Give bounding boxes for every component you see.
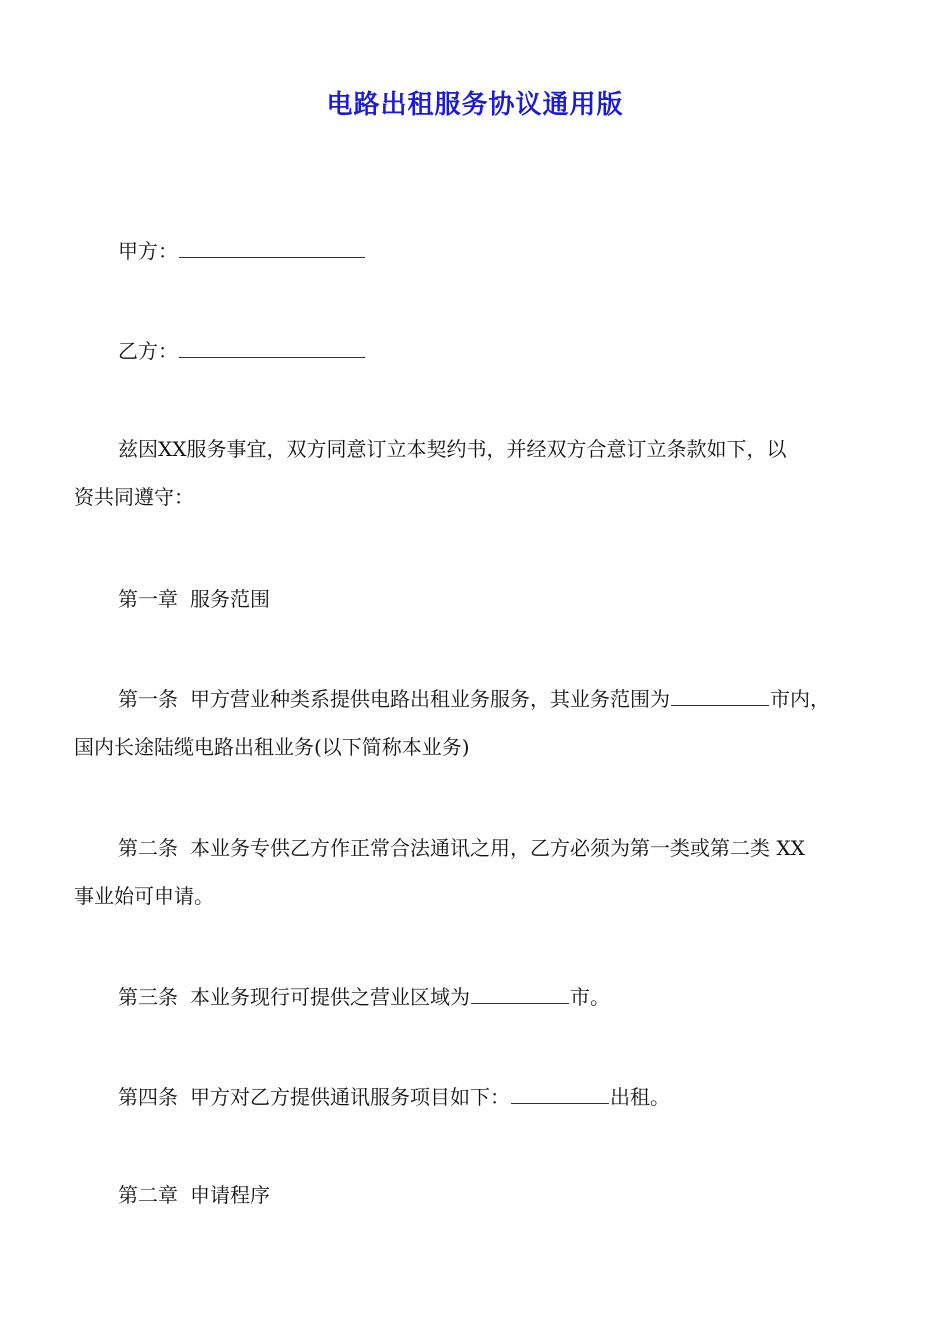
chapter-1-heading	[74, 575, 928, 623]
intro-line-1: 兹因XX服务事宜，双方同意订立本契约书，并经双方合意订立条款如下，以	[118, 437, 787, 461]
chapter-1-title: 服务范围	[190, 587, 270, 611]
article-4-blank[interactable]	[511, 1081, 609, 1104]
chapter-1-number: 第一章	[118, 587, 178, 611]
party-a-line	[74, 227, 928, 275]
article-4-text-a: 甲方对乙方提供通讯服务项目如下：	[190, 1085, 510, 1109]
article-3	[74, 973, 928, 1021]
article-2-text: 本业务专供乙方作正常合法通讯之用，乙方必须为第一类或第二类 XX	[190, 836, 805, 860]
article-1-number: 第一条	[118, 687, 178, 711]
party-a-blank[interactable]	[179, 235, 365, 258]
article-4-number: 第四条	[118, 1085, 178, 1109]
article-1-text-b: 市内，	[770, 687, 830, 711]
article-3-blank[interactable]	[471, 981, 569, 1004]
party-a-label: 甲方：	[118, 239, 178, 263]
article-1-line-2: 国内长途陆缆电路出租业务(以下简称本业务)	[74, 735, 470, 759]
chapter-2-number: 第二章	[118, 1183, 178, 1207]
article-2-line-1	[74, 824, 884, 872]
article-1-text-a: 甲方营业种类系提供电路出租业务服务，其业务范围为	[190, 687, 670, 711]
article-3-number: 第三条	[118, 985, 178, 1009]
article-3-text-b: 市。	[570, 985, 610, 1009]
article-2	[74, 824, 884, 920]
chapter-2-title: 申请程序	[190, 1183, 270, 1207]
article-4	[74, 1073, 928, 1121]
article-1-line-1	[74, 675, 884, 723]
article-3-text-a: 本业务现行可提供之营业区域为	[190, 985, 470, 1009]
intro-line-2: 资共同遵守：	[74, 485, 194, 509]
article-2-line-2: 事业始可申请。	[74, 884, 214, 908]
chapter-2-heading	[74, 1171, 928, 1219]
party-b-label: 乙方：	[118, 339, 178, 363]
article-1	[74, 675, 884, 771]
document-title: 电路出租服务协议通用版	[326, 90, 624, 120]
article-4-text-b: 出租。	[610, 1085, 670, 1109]
party-b-blank[interactable]	[179, 335, 365, 358]
article-1-blank[interactable]	[671, 683, 769, 706]
article-2-number: 第二条	[118, 836, 178, 860]
party-b-line	[74, 327, 928, 375]
intro-paragraph	[74, 425, 884, 521]
